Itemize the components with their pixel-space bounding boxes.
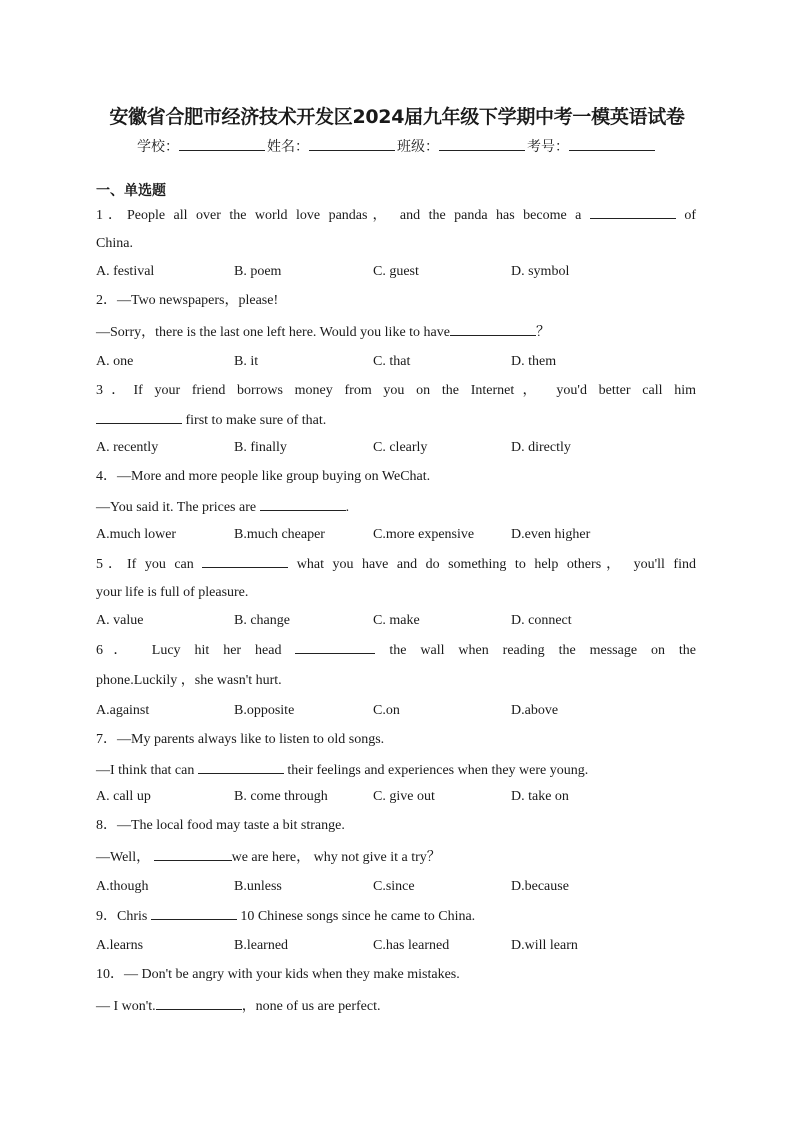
question-3-line-1: 3．If your friend borrows money from you on the Internet， you'd better call him [96, 383, 696, 398]
q3-option-a[interactable]: A. recently [96, 440, 159, 455]
section-title: 一、单选题 [96, 183, 166, 199]
q2-option-b[interactable]: B. it [234, 354, 259, 369]
question-10-line-2 [96, 997, 696, 1016]
q9-option-c[interactable]: C.has learned [373, 938, 450, 953]
q6-option-a[interactable]: A.against [96, 703, 150, 718]
q7-text: —I think that can [96, 763, 195, 778]
q9-blank[interactable] [151, 907, 237, 920]
q8-option-c[interactable]: C.since [373, 879, 415, 894]
question-3-line-2 [96, 411, 696, 430]
q2-text-end: ？ [535, 325, 550, 340]
question-1-line-1 [96, 206, 696, 225]
q9-option-d[interactable]: D.will learn [511, 938, 578, 953]
q4-option-c[interactable]: C.more expensive [373, 527, 475, 542]
q1-option-b[interactable]: B. poem [234, 264, 282, 279]
school-blank[interactable] [179, 138, 265, 151]
number-blank[interactable] [569, 138, 655, 151]
q1-option-a[interactable]: A. festival [96, 264, 155, 279]
q3-option-b[interactable]: B. finally [234, 440, 287, 455]
q2-option-c[interactable]: C. that [373, 354, 411, 369]
q5-option-c[interactable]: C. make [373, 613, 420, 628]
q4-option-d[interactable]: D.even higher [511, 527, 591, 542]
question-7-line-2 [96, 761, 696, 780]
question-2-line-2 [96, 323, 696, 342]
q10-blank[interactable] [156, 997, 242, 1010]
question-5-line-1 [96, 555, 696, 574]
q7-option-d[interactable]: D. take on [511, 789, 569, 804]
q6-blank[interactable] [295, 641, 375, 654]
question-1-line-2: China. [96, 236, 133, 251]
q8-option-a[interactable]: A.though [96, 879, 149, 894]
q10-text: — I won't. [96, 999, 156, 1014]
q5-text: 5．If you can [96, 557, 194, 572]
question-9-line-1 [96, 907, 696, 926]
q5-blank[interactable] [202, 555, 288, 568]
question-10-line-1: 10．— Don't be angry with your kids when they make mistakes. [96, 967, 460, 982]
q3-option-c[interactable]: C. clearly [373, 440, 428, 455]
q8-option-d[interactable]: D.because [511, 879, 569, 894]
q3-text-end: first to make sure of that. [185, 413, 327, 428]
q5-option-a[interactable]: A. value [96, 613, 144, 628]
name-blank[interactable] [309, 138, 395, 151]
question-8-line-2 [96, 848, 696, 867]
q6-option-d[interactable]: D.above [511, 703, 559, 718]
question-4-line-2 [96, 498, 696, 517]
q4-blank[interactable] [260, 498, 346, 511]
q9-text-end: 10 Chinese songs since he came to China. [240, 909, 476, 924]
q1-text-end: of [684, 208, 697, 223]
exam-title: 安徽省合肥市经济技术开发区2024届九年级下学期中考一模英语试卷 [109, 106, 685, 128]
q7-blank[interactable] [198, 761, 284, 774]
q6-text: 6． Lucy hit her head [96, 643, 282, 658]
q4-text-end: . [345, 500, 350, 515]
student-info-line [0, 136, 794, 156]
q2-option-a[interactable]: A. one [96, 354, 134, 369]
question-4-line-1: 4．—More and more people like group buying on WeChat. [96, 469, 431, 484]
name-label: 姓名： [267, 139, 309, 155]
class-blank[interactable] [439, 138, 525, 151]
number-label: 考号： [527, 139, 569, 155]
q2-option-d[interactable]: D. them [511, 354, 557, 369]
q1-text: 1．People all over the world love pandas， and the panda has become a [96, 208, 582, 223]
q4-option-b[interactable]: B.much cheaper [234, 527, 325, 542]
question-6-line-1 [96, 641, 696, 660]
q8-text: —Well， [96, 850, 151, 865]
q7-text-end: their feelings and experiences when they were young. [287, 763, 589, 778]
q2-text: —Sorry，there is the last one left here. Would you like to have [96, 325, 450, 340]
question-6-line-2: phone.Luckily ，she wasn't hurt. [96, 673, 282, 688]
q7-option-a[interactable]: A. call up [96, 789, 151, 804]
question-5-line-2: your life is full of pleasure. [96, 585, 249, 600]
q2-blank[interactable] [450, 323, 536, 336]
question-2-line-1: 2．—Two newspapers，please! [96, 293, 279, 308]
q1-option-d[interactable]: D. symbol [511, 264, 570, 279]
q10-text-end: ，none of us are perfect. [241, 999, 381, 1014]
q1-blank[interactable] [590, 206, 676, 219]
q6-option-b[interactable]: B.opposite [234, 703, 295, 718]
q6-text-end: the wall when reading the message on the [389, 643, 696, 658]
q9-option-a[interactable]: A.learns [96, 938, 144, 953]
q7-option-c[interactable]: C. give out [373, 789, 435, 804]
question-7-line-1: 7．—My parents always like to listen to old songs. [96, 732, 385, 747]
q7-option-b[interactable]: B. come through [234, 789, 328, 804]
q5-text-end: what you have and do something to help others， you'll find [296, 557, 696, 572]
q5-option-b[interactable]: B. change [234, 613, 290, 628]
q8-blank[interactable] [154, 848, 232, 861]
q3-blank[interactable] [96, 411, 182, 424]
q6-option-c[interactable]: C.on [373, 703, 400, 718]
school-label: 学校： [137, 139, 179, 155]
q5-option-d[interactable]: D. connect [511, 613, 572, 628]
q4-option-a[interactable]: A.much lower [96, 527, 177, 542]
q9-option-b[interactable]: B.learned [234, 938, 289, 953]
q9-text: 9．Chris [96, 909, 148, 924]
q8-text-end: we are here， why not give it a try？ [231, 850, 441, 865]
class-label: 班级： [397, 139, 439, 155]
q4-text: —You said it. The prices are [96, 500, 257, 515]
q1-option-c[interactable]: C. guest [373, 264, 419, 279]
q3-option-d[interactable]: D. directly [511, 440, 571, 455]
question-8-line-1: 8．—The local food may taste a bit strange. [96, 818, 345, 833]
q8-option-b[interactable]: B.unless [234, 879, 282, 894]
